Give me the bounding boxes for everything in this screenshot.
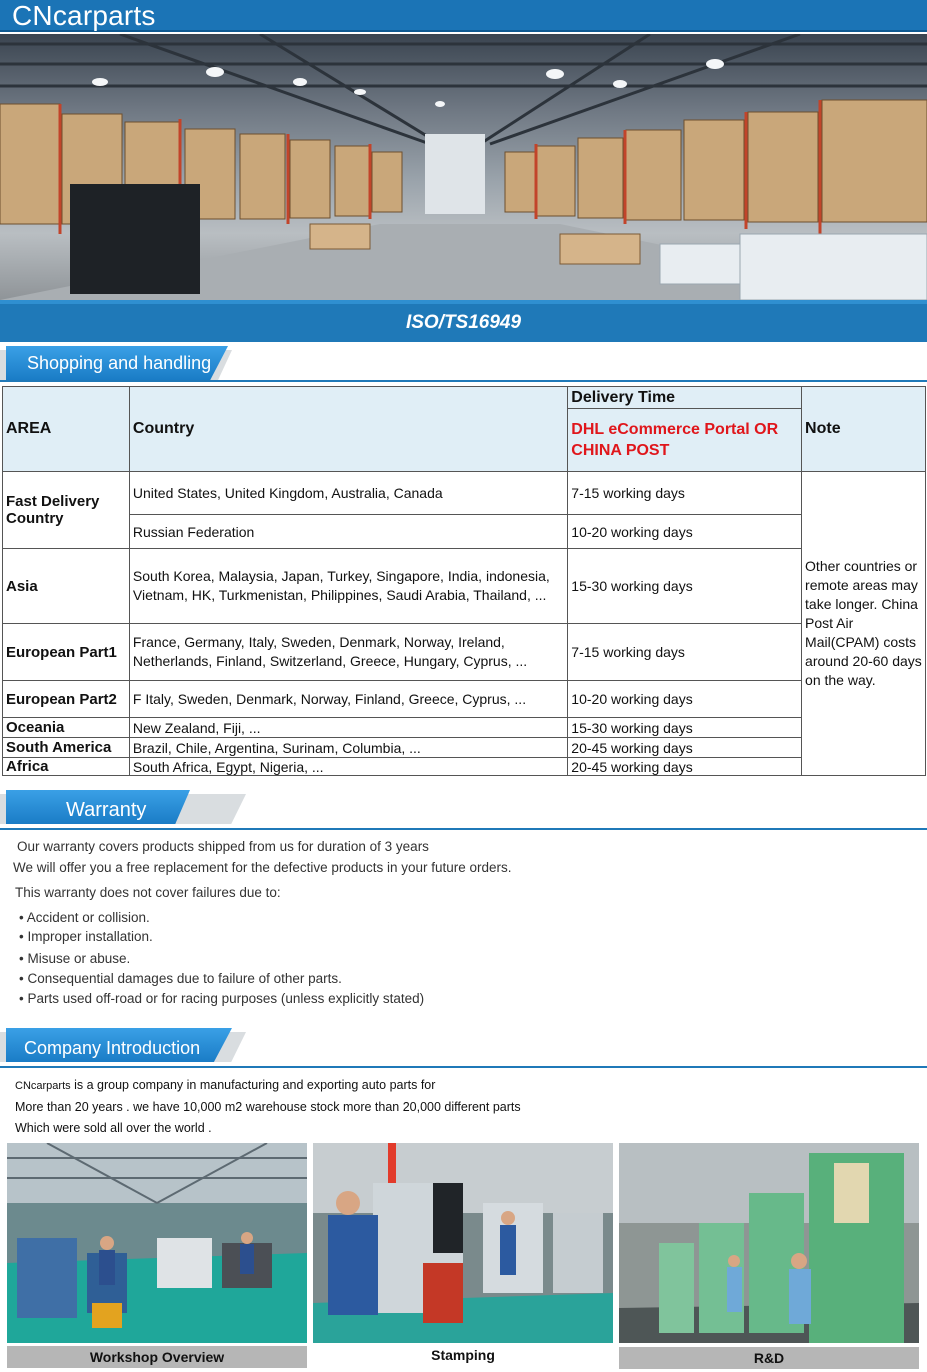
time-cell: 20-45 working days (568, 738, 802, 758)
company-desc-1: is a group company in manufacturing and exporting auto parts for (70, 1078, 436, 1092)
warranty-section-title: Warranty (66, 799, 147, 821)
company-line-3: Which were sold all over the world . (15, 1121, 212, 1135)
time-cell: 10-20 working days (568, 681, 802, 718)
warranty-bullet: • Misuse or abuse. (19, 951, 131, 966)
section-divider (0, 380, 927, 382)
photo-caption: Workshop Overview (7, 1346, 307, 1368)
country-cell: South Africa, Egypt, Nigeria, ... (129, 758, 567, 776)
brand-header (0, 0, 927, 32)
table-row (3, 738, 926, 758)
shipping-section-tab (0, 346, 240, 382)
area-cell: Oceania (3, 718, 130, 738)
country-cell: France, Germany, Italy, Sweden, Denmark, Norway, Ireland, Netherlands, Finland, Switzerland, Greece, Hungary, Cyprus, ... (129, 624, 567, 681)
time-cell: 7-15 working days (568, 472, 802, 515)
brand-name: CNcarparts (12, 0, 156, 31)
header-note: Note (802, 387, 926, 472)
warranty-bullet: • Improper installation. (19, 929, 153, 944)
time-cell: 20-45 working days (568, 758, 802, 776)
certification-bar (0, 300, 927, 342)
table-row (3, 681, 926, 718)
photo-caption: R&D (619, 1347, 919, 1369)
time-cell: 15-30 working days (568, 718, 802, 738)
country-cell: South Korea, Malaysia, Japan, Turkey, Singapore, India, indonesia, Vietnam, HK, Turkmenistan, Philippines, Saudi Arabia, Thailand, ... (129, 549, 567, 624)
company-section-tab (0, 1028, 250, 1064)
company-brand: CNcarparts (15, 1080, 71, 1092)
section-divider (0, 1066, 927, 1068)
header-delivery-time: Delivery Time (568, 387, 802, 409)
area-cell: European Part2 (3, 681, 130, 718)
country-cell: United States, United Kingdom, Australia, Canada (129, 472, 567, 515)
header-country: Country (129, 387, 567, 472)
shipping-section-title: Shopping and handling (27, 353, 212, 373)
warranty-bullet: • Parts used off-road or for racing purposes (unless explicitly stated) (19, 991, 425, 1006)
warranty-bullet: • Accident or collision. (19, 910, 150, 925)
header-area: AREA (3, 387, 130, 472)
company-section-title: Company Introduction (24, 1038, 201, 1058)
area-cell: Fast Delivery Country (3, 472, 130, 549)
photo-caption: Stamping (313, 1344, 613, 1366)
header-carrier: DHL eCommerce Portal OR CHINA POST (568, 409, 802, 472)
country-cell: F Italy, Sweden, Denmark, Norway, Finland, Greece, Cyprus, ... (129, 681, 567, 718)
warehouse-photo (0, 34, 927, 300)
time-cell: 7-15 working days (568, 624, 802, 681)
area-cell: European Part1 (3, 624, 130, 681)
note-cell: Other countries or remote areas may take longer. China Post Air Mail(CPAM) costs around 20-60 days on the way. (802, 472, 926, 776)
workshop-photo (7, 1143, 307, 1343)
certification-label: ISO/TS16949 (405, 312, 522, 333)
table-row (3, 624, 926, 681)
area-cell: Africa (3, 758, 130, 776)
section-divider (0, 828, 927, 830)
country-cell: Russian Federation (129, 515, 567, 549)
time-cell: 15-30 working days (568, 549, 802, 624)
area-cell: Asia (3, 549, 130, 624)
country-cell: New Zealand, Fiji, ... (129, 718, 567, 738)
company-line-2: More than 20 years . we have 10,000 m2 warehouse stock more than 20,000 different parts (15, 1100, 521, 1114)
warranty-section-tab (0, 790, 250, 826)
shipping-table (2, 386, 926, 776)
warranty-bullet: • Consequential damages due to failure of other parts. (19, 971, 342, 986)
country-cell: Brazil, Chile, Argentina, Surinam, Columbia, ... (129, 738, 567, 758)
table-row (3, 549, 926, 624)
table-row (3, 472, 926, 515)
rnd-photo (619, 1143, 919, 1343)
stamping-photo (313, 1143, 613, 1343)
table-row (3, 758, 926, 776)
area-cell: South America (3, 738, 130, 758)
table-row (3, 515, 926, 549)
warranty-line-3: This warranty does not cover failures due to: (15, 885, 281, 900)
table-row (3, 718, 926, 738)
warranty-line-1: Our warranty covers products shipped from us for duration of 3 years (17, 839, 429, 854)
company-line-1 (15, 1078, 435, 1092)
warranty-line-2: We will offer you a free replacement for the defective products in your future orders. (13, 860, 512, 875)
time-cell: 10-20 working days (568, 515, 802, 549)
